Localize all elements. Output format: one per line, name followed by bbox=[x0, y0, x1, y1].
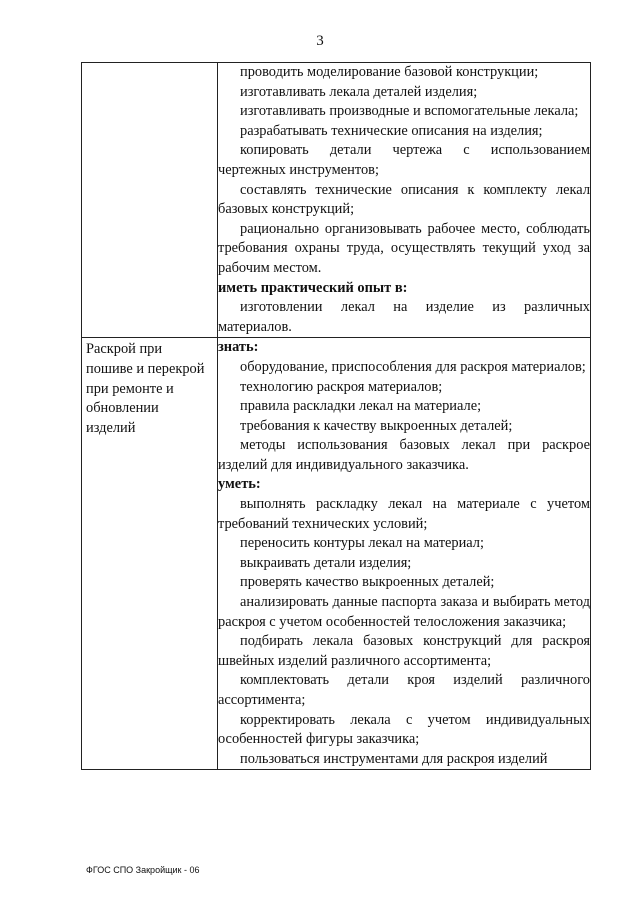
requirement-item: разрабатывать технические описания на изделия; bbox=[240, 122, 543, 139]
requirement-item: комплектовать детали кроя изделий различного ассортимента; bbox=[218, 672, 590, 708]
section-name-cell bbox=[82, 63, 218, 338]
requirement-item: корректировать лекала с учетом индивидуальных особенностей фигуры заказчика; bbox=[218, 711, 590, 748]
requirements-cell bbox=[218, 338, 591, 770]
section-name-line: Раскрой при bbox=[86, 341, 163, 358]
requirement-item: пользоваться инструментами для раскроя изделий bbox=[240, 750, 548, 767]
requirement-item: оборудование, приспособления для раскроя материалов; bbox=[240, 358, 586, 375]
competency-table bbox=[81, 62, 591, 770]
requirement-item: правила раскладки лекал на материале; bbox=[240, 398, 482, 415]
requirement-item: выполнять раскладку лекал на материале с учетом требований технических условий; bbox=[218, 496, 590, 532]
requirement-heading: знать: bbox=[218, 339, 259, 356]
table-row bbox=[82, 63, 591, 338]
requirement-item: анализировать данные паспорта заказа и выбирать метод раскроя с учетом особенностей телосложения заказчика; bbox=[218, 594, 590, 630]
requirement-item: копировать детали чертежа с использованием чертежных инструментов; bbox=[218, 142, 590, 178]
requirement-item: методы использования базовых лекал при раскрое изделий для индивидуального заказчика. bbox=[218, 437, 590, 473]
requirement-item: изготавливать производные и вспомогательные лекала; bbox=[240, 103, 579, 120]
table-row bbox=[82, 338, 591, 770]
page-number: 3 bbox=[316, 33, 324, 49]
page-footer: ФГОС СПО Закройщик - 06 bbox=[86, 865, 200, 875]
requirement-item: подбирать лекала базовых конструкций для раскроя швейных изделий различного ассортимента; bbox=[218, 633, 590, 669]
section-name-line: обновлении bbox=[86, 400, 159, 417]
requirement-item: изготовлении лекал на изделие из различных материалов. bbox=[218, 299, 590, 335]
requirement-heading: иметь практический опыт в: bbox=[218, 279, 408, 296]
requirement-item: проводить моделирование базовой конструкции; bbox=[240, 64, 539, 80]
requirement-item: проверять качество выкроенных деталей; bbox=[240, 574, 495, 591]
requirement-item: составлять технические описания к комплекту лекал базовых конструкций; bbox=[218, 181, 590, 218]
section-name-line: при ремонте и bbox=[86, 380, 174, 397]
requirement-item: выкраивать детали изделия; bbox=[240, 554, 412, 571]
requirements-cell bbox=[218, 63, 591, 338]
section-name-cell bbox=[82, 338, 218, 770]
requirement-heading: уметь: bbox=[218, 476, 261, 493]
section-name-line: изделий bbox=[86, 419, 136, 436]
requirement-item: переносить контуры лекал на материал; bbox=[240, 535, 484, 552]
requirement-item: изготавливать лекала деталей изделия; bbox=[240, 83, 478, 100]
requirement-item: требования к качеству выкроенных деталей; bbox=[240, 417, 513, 434]
section-name-line: пошиве и перекрой bbox=[86, 360, 205, 377]
requirement-item: технологию раскроя материалов; bbox=[240, 378, 443, 395]
requirement-item: рационально организовывать рабочее место, соблюдать требования охраны труда, осуществлять текущий уход за рабочим местом. bbox=[218, 220, 590, 276]
